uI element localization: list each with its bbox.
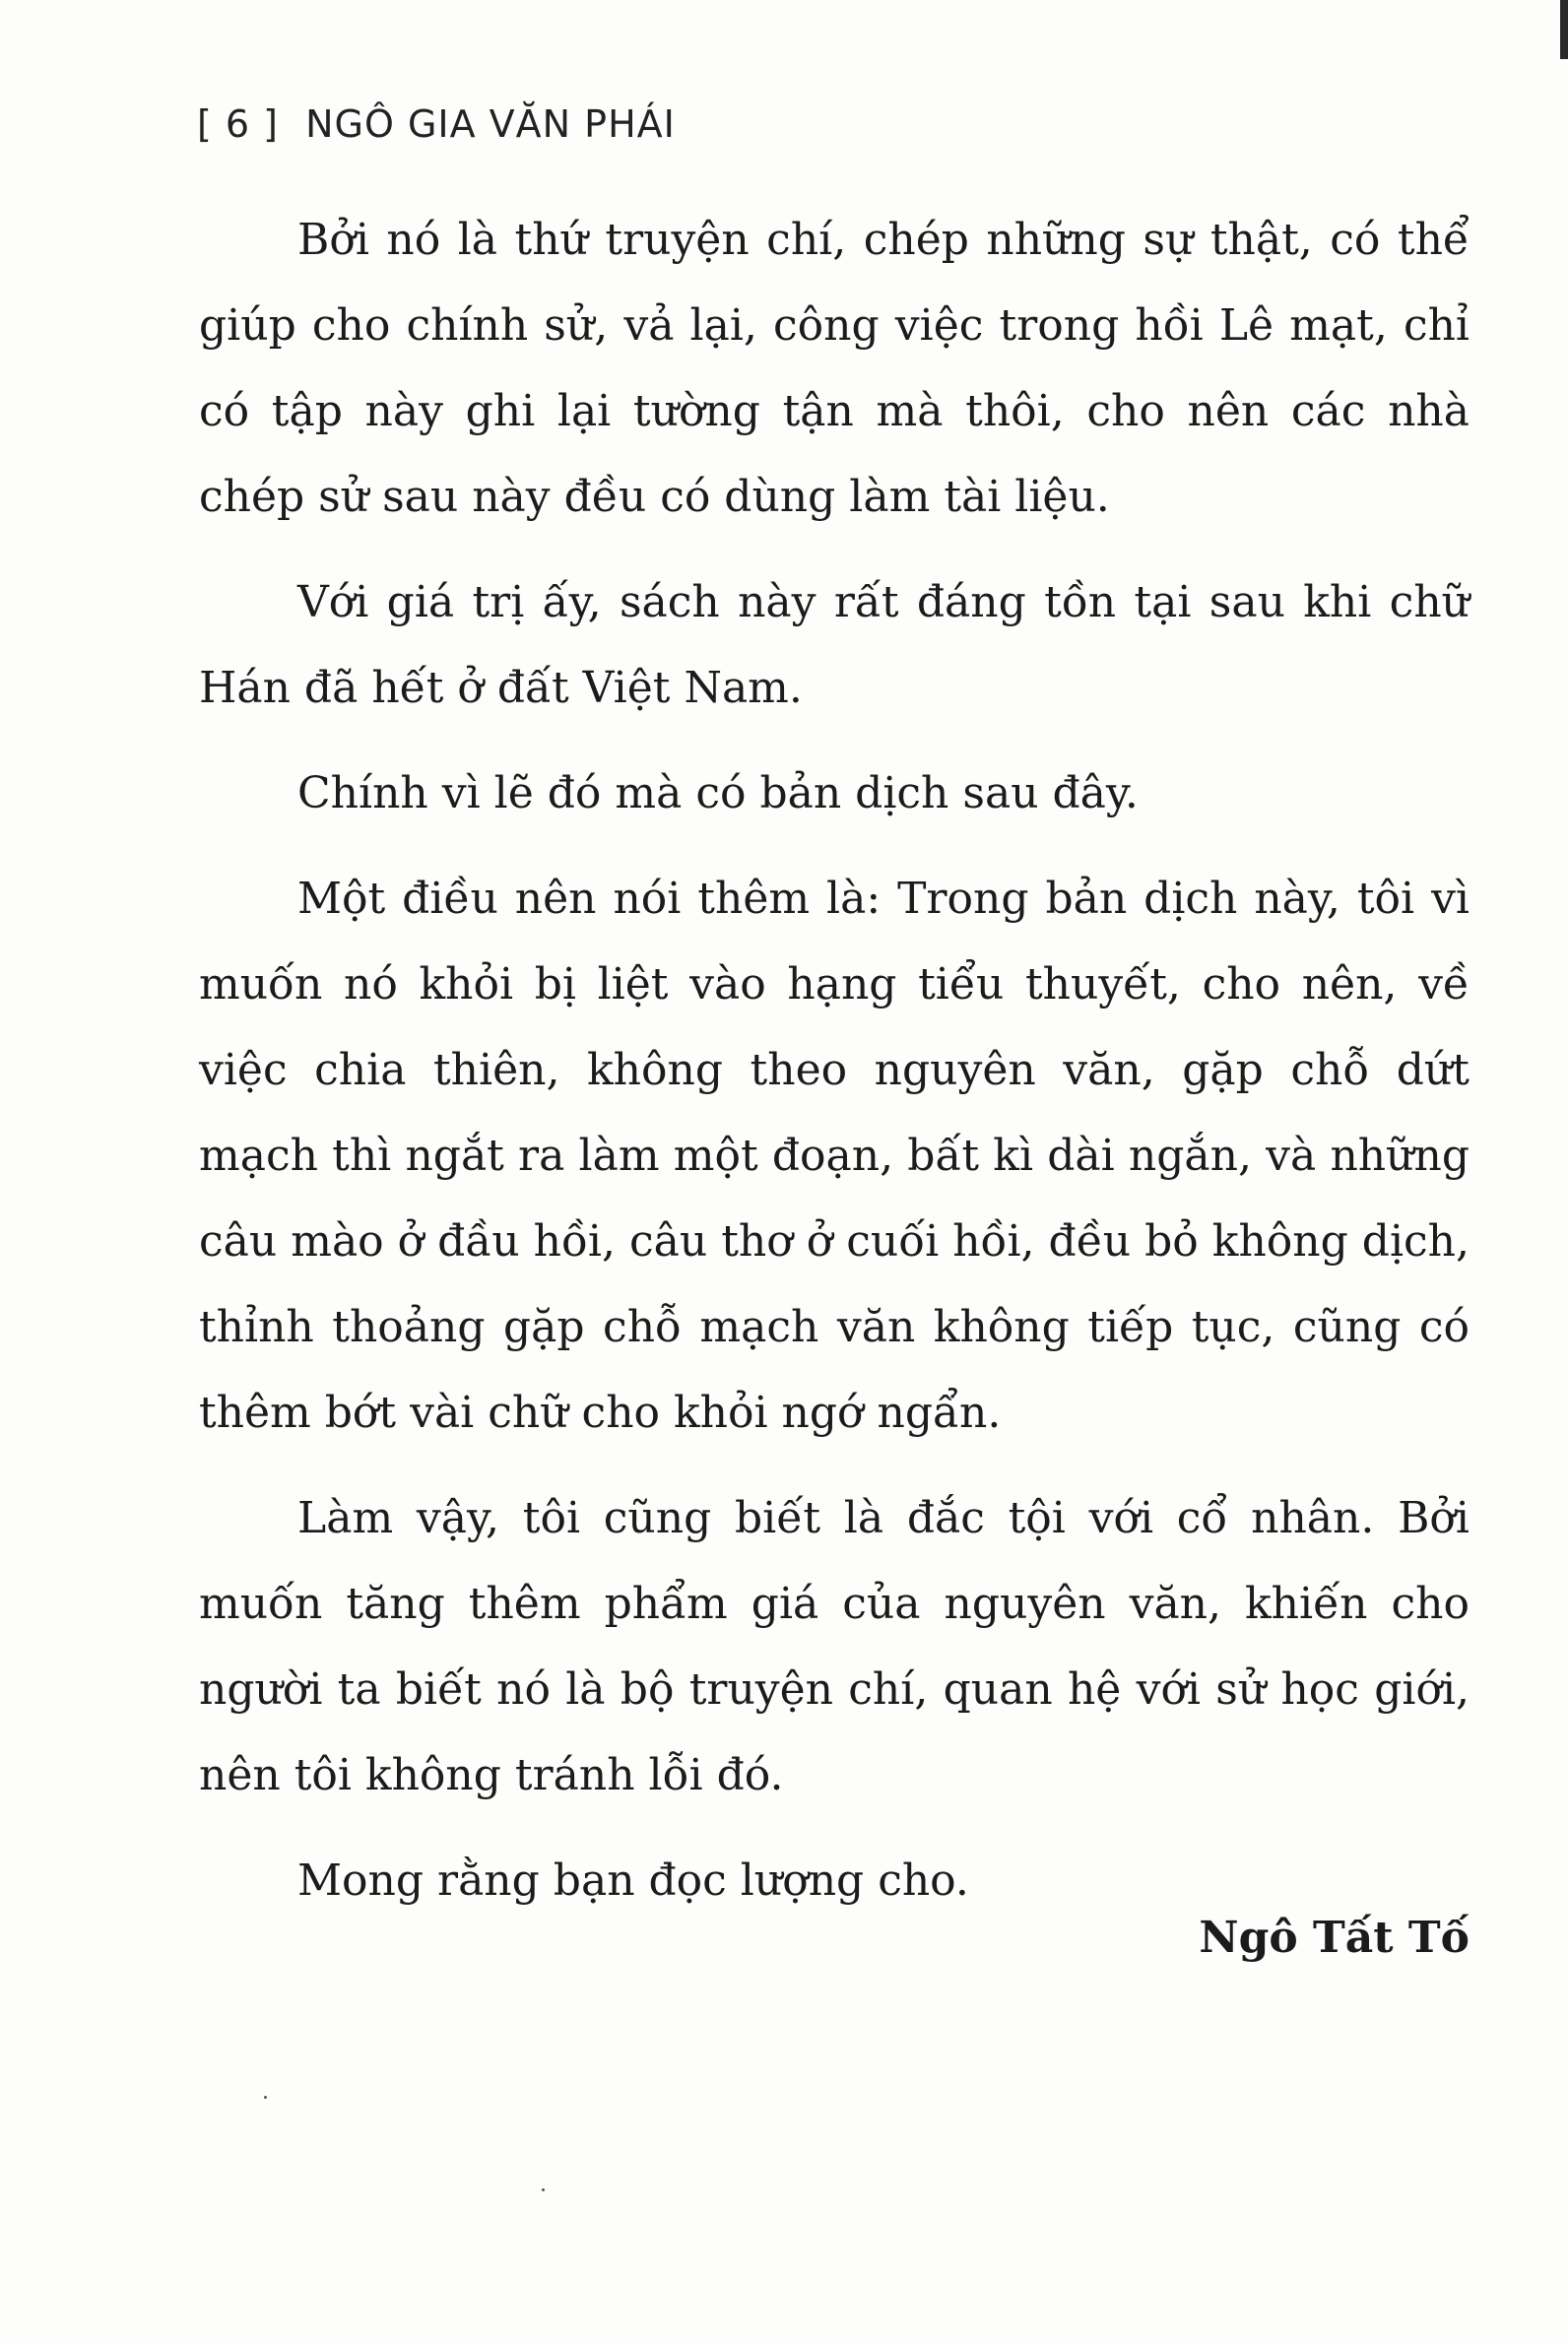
page-number: [ 6 ]: [197, 102, 279, 146]
speck-mark: [264, 2096, 267, 2099]
speck-mark: [542, 2188, 545, 2191]
paragraph: Bởi nó là thứ truyện chí, chép những sự thật, có thể giúp cho chính sử, vả lại, công việc trong hồi Lê mạt, chỉ có tập này ghi lại tường tận mà thôi, cho nên các nhà chép sử sau này đều có dùng làm tài liệu.: [199, 215, 1470, 522]
author-signature: Ngô Tất Tố: [1199, 1913, 1470, 1963]
paragraph: Với giá trị ấy, sách này rất đáng tồn tại sau khi chữ Hán đã hết ở đất Việt Nam.: [199, 577, 1470, 713]
paragraph: Mong rằng bạn đọc lượng cho.: [297, 1856, 969, 1906]
body-text: [199, 197, 1470, 1943]
paragraph: Một điều nên nói thêm là: Trong bản dịch này, tôi vì muốn nó khỏi bị liệt vào hạng tiểu thuyết, cho nên, về việc chia thiên, không theo nguyên văn, gặp chỗ dứt mạch thì ngắt ra làm một đoạn, bất kì dài ngắn, và những câu mào ở đầu hồi, câu thơ ở cuối hồi, đều bỏ không dịch, thỉnh thoảng gặp chỗ mạch văn không tiếp tục, cũng có thêm bớt vài chữ cho khỏi ngớ ngẩn.: [199, 874, 1470, 1438]
page-edge: [1560, 0, 1568, 59]
paragraph: Làm vậy, tôi cũng biết là đắc tội với cổ nhân. Bởi muốn tăng thêm phẩm giá của nguyên văn, khiến cho người ta biết nó là bộ truyện chí, quan hệ với sử học giới, nên tôi không tránh lỗi đó.: [199, 1493, 1470, 1800]
running-title: NGÔ GIA VĂN PHÁI: [305, 102, 676, 146]
paragraph: Chính vì lẽ đó mà có bản dịch sau đây.: [297, 768, 1139, 818]
running-header: [197, 102, 676, 146]
